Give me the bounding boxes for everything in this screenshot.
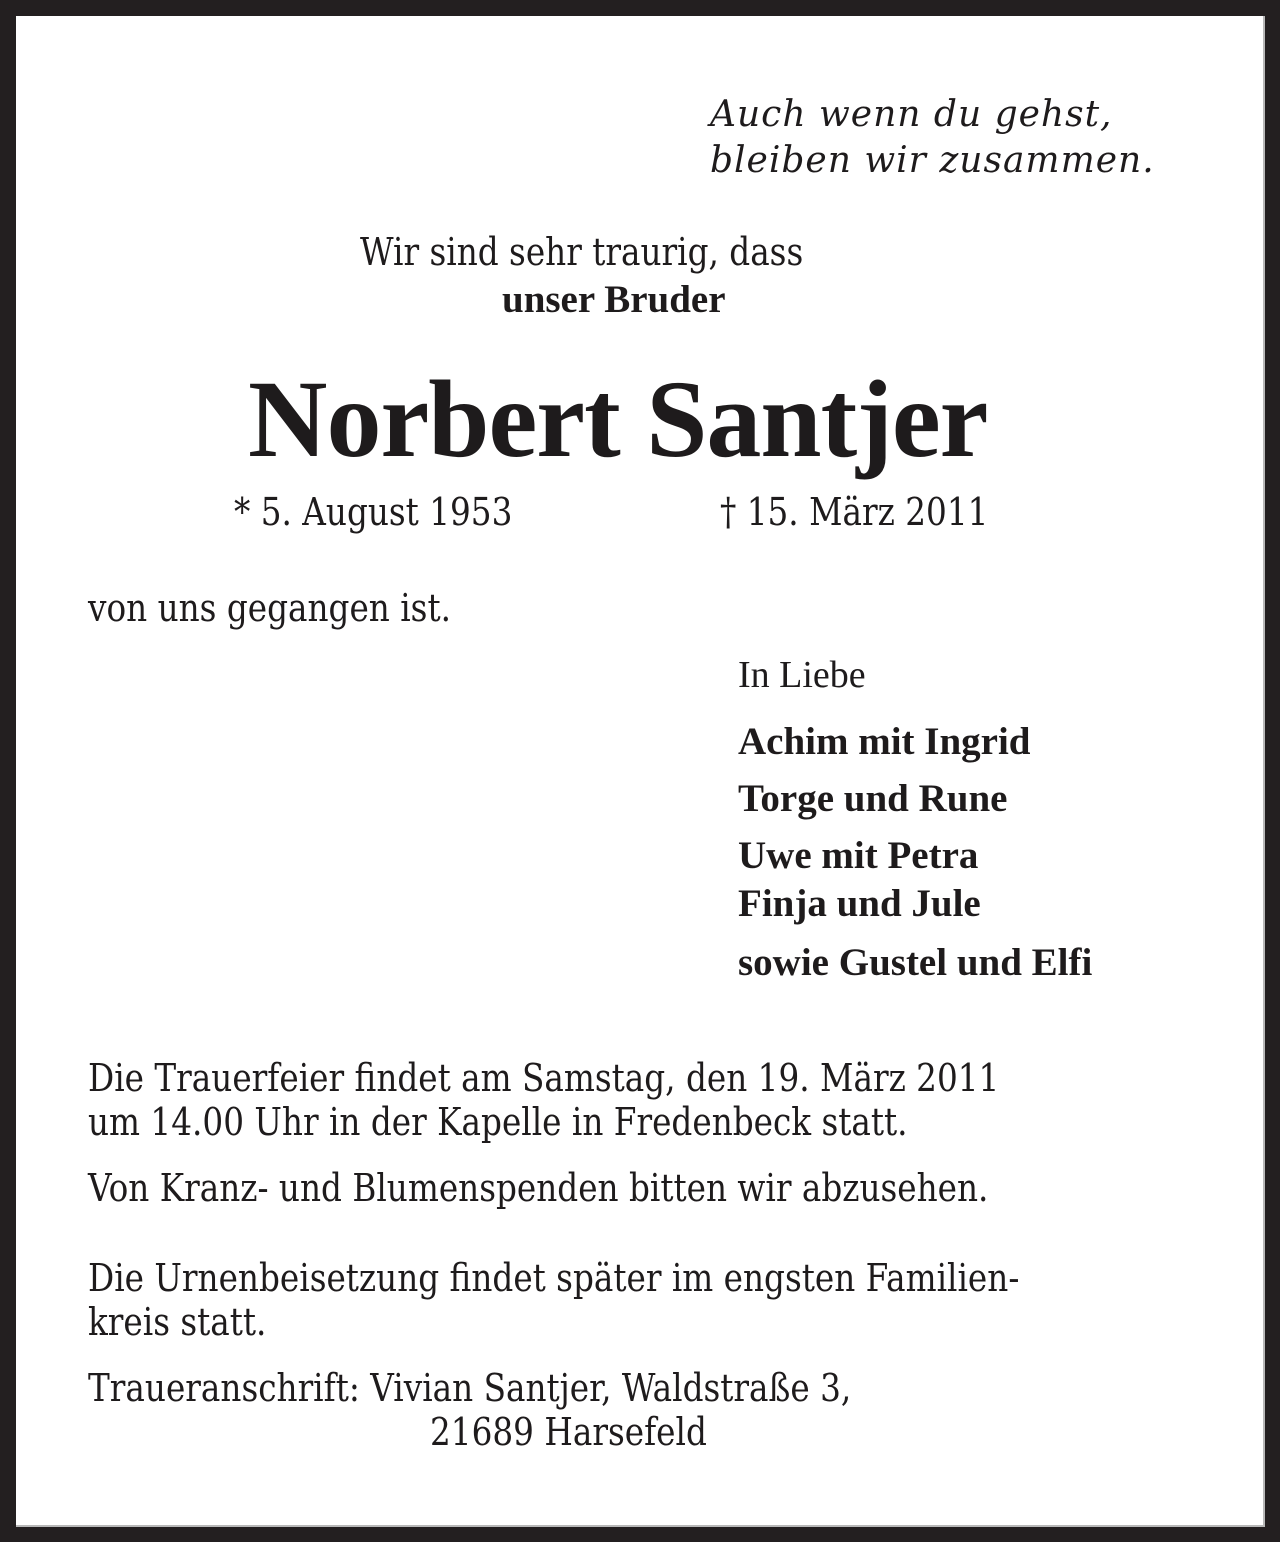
mourner-item: Uwe mit Petra [738, 834, 979, 877]
relation-label: unser Bruder [502, 278, 726, 321]
intro-line: Wir sind sehr traurig, dass [360, 230, 804, 274]
mourner-item: Torge und Rune [738, 777, 1008, 820]
motto-line-2: bleiben wir zusammen. [710, 140, 1155, 181]
mourner-item: Finja und Jule [738, 882, 981, 925]
motto-line-1: Auch wenn du gehst, [710, 94, 1113, 135]
mourner-item: Achim mit Ingrid [738, 720, 1031, 763]
obituary-notice [16, 16, 1265, 1527]
urn-burial-line-1: Die Urnenbeisetzung findet später im engsten Familien- [88, 1256, 1020, 1300]
urn-burial-line-2: kreis statt. [88, 1300, 267, 1344]
funeral-line-2: um 14.00 Uhr in der Kapelle in Fredenbeck statt. [88, 1100, 908, 1144]
signoff: In Liebe [738, 654, 866, 696]
address-line: Traueranschrift: Vivian Santjer, Waldstraße 3, [88, 1366, 852, 1410]
mourner-item: sowie Gustel und Elfi [738, 941, 1093, 984]
deceased-name: Norbert Santjer [248, 358, 988, 480]
death-date: † 15. März 2011 [720, 490, 989, 534]
funeral-line-1: Die Trauerfeier findet am Samstag, den 19. März 2011 [88, 1056, 1000, 1100]
closing-line: von uns gegangen ist. [88, 586, 451, 630]
address-city: 21689 Harsefeld [430, 1410, 707, 1454]
flowers-note: Von Kranz- und Blumenspenden bitten wir abzusehen. [88, 1166, 989, 1210]
birth-date: * 5. August 1953 [234, 490, 513, 534]
